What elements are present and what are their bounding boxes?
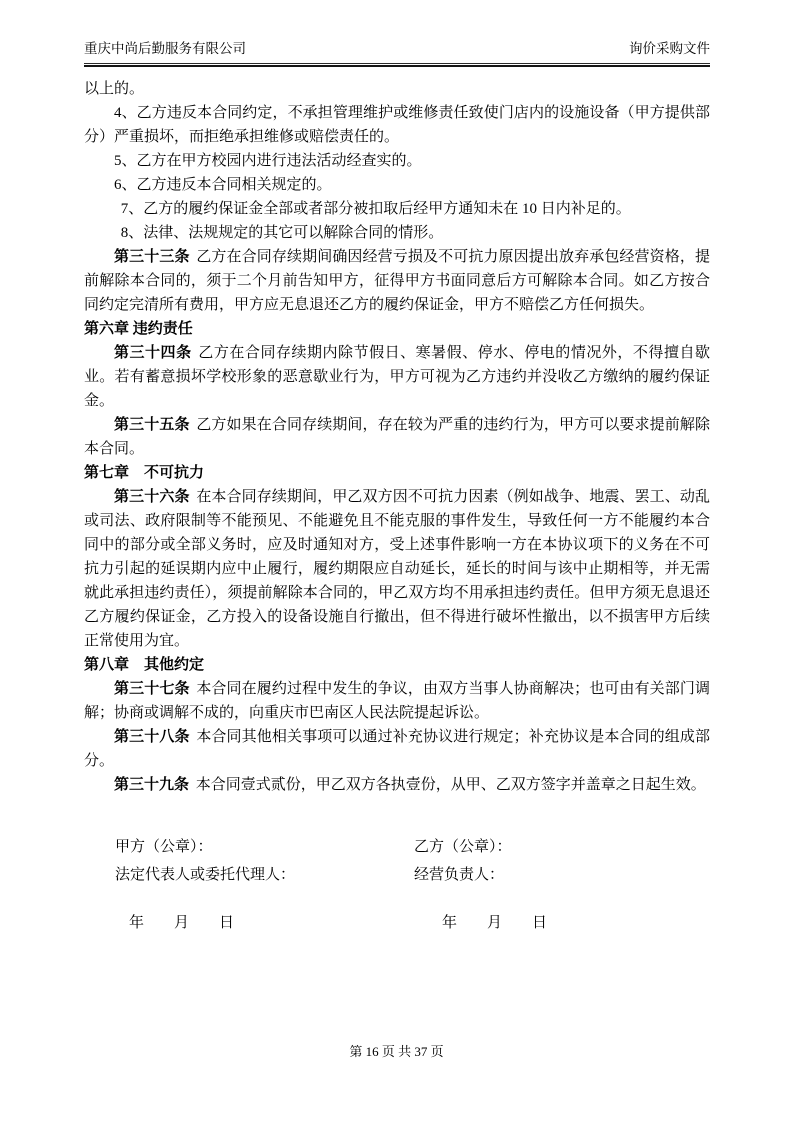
clause-36: [84, 485, 710, 653]
clause-35-text: 乙方如果在合同存续期间，存在较为严重的违约行为，甲方可以要求提前解除本合同。: [84, 417, 710, 457]
clause-34-text: 乙方在合同存续期内除节假日、寒暑假、停水、停电的情况外，不得擅自歇业。若有蓄意损坏学校形象的恶意歇业行为，甲方可视为乙方违约并没收乙方缴纳的履约保证金。: [84, 345, 710, 409]
header-company-name: 重庆中尚后勤服务有限公司: [84, 41, 246, 56]
contract-body: [84, 77, 710, 797]
clause-37-label: 第三十七条: [114, 681, 190, 697]
party-b-date-line: 年 月 日: [442, 915, 548, 931]
clause-35-label: 第三十五条: [114, 417, 190, 433]
page-header: [84, 40, 710, 63]
signature-party-a-column: [84, 833, 414, 937]
clause-39-text: 本合同壹式贰份，甲乙双方各执壹份，从甲、乙双方签字并盖章之日起生效。: [195, 777, 706, 793]
clause-33-text: 乙方在合同存续期间确因经营亏损及不可抗力原因提出放弃承包经营资格，提前解除本合同的，须于二个月前告知甲方，征得甲方书面同意后方可解除本合同。如乙方按合同约定完清所有费用，甲方应无息退还乙方的履约保证金，甲方不赔偿乙方任何损失。: [84, 249, 710, 313]
clause-38-label: 第三十八条: [114, 729, 190, 745]
clause-36-text: 在本合同存续期间，甲乙双方因不可抗力因素（例如战争、地震、罢工、动乱或司法、政府限制等不能预见、不能避免且不能克服的事件发生，导致任何一方不能履约本合同中的部分或全部义务时，应及时通知对方，受上述事件影响一方在本协议项下的义务在不可抗力引起的延误期内应中止履行，履约期限应自动延长，延长的时间与该中止期相等，并无需就此承担违约责任），须提前解除本合同的，甲乙双方均不用承担违约责任。但甲方须无息退还乙方履约保证金，乙方投入的设备设施自行撤出，但不得进行破坏性撤出，以不损害甲方后续正常使用为宜。: [84, 489, 710, 649]
header-divider-rule: [84, 63, 710, 67]
list-item-8: 8、法律、法规规定的其它可以解除合同的情形。: [120, 225, 444, 241]
clause-33: [84, 245, 710, 317]
list-item-4: 4、乙方违反本合同约定，不承担管理维护或维修责任致使门店内的设施设备（甲方提供部分）严重损坏，而拒绝承担维修或赔偿责任的。: [84, 105, 710, 145]
list-item-7: 7、乙方的履约保证金全部或者部分被扣取后经甲方通知未在 10 日内补足的。: [120, 201, 631, 217]
page-number-footer: 第 16 页 共 37 页: [349, 1044, 444, 1059]
clause-37-text: 本合同在履约过程中发生的争议，由双方当事人协商解决；也可由有关部门调解；协商或调解不成的，向重庆市巴南区人民法院提起诉讼。: [84, 681, 710, 721]
clause-37: [84, 677, 710, 725]
party-b-seal-label: 乙方（公章）：: [414, 839, 512, 855]
party-a-representative-label: 法定代表人或委托代理人：: [115, 867, 296, 883]
signature-party-b-column: [414, 833, 710, 937]
party-b-representative-label: 经营负责人：: [414, 867, 505, 883]
clause-35: [84, 413, 710, 461]
continuation-paragraph: 以上的。: [84, 81, 145, 97]
list-item-6: 6、乙方违反本合同相关规定的。: [114, 177, 332, 193]
party-a-date-line: 年 月 日: [129, 915, 235, 931]
signature-block: [84, 833, 710, 937]
party-a-seal-label: 甲方（公章）：: [115, 839, 213, 855]
clause-34: [84, 341, 710, 413]
chapter-8-heading: 第八章 其他约定: [84, 657, 205, 673]
clause-39: [84, 773, 710, 797]
clause-33-label: 第三十三条: [114, 249, 190, 265]
list-item-5: 5、乙方在甲方校园内进行违法活动经查实的。: [114, 153, 422, 169]
clause-39-label: 第三十九条: [114, 777, 190, 793]
clause-38: [84, 725, 710, 773]
clause-38-text: 本合同其他相关事项可以通过补充协议进行规定；补充协议是本合同的组成部分。: [84, 729, 710, 769]
signature-columns: [84, 833, 710, 937]
chapter-7-heading: 第七章 不可抗力: [84, 465, 205, 481]
chapter-6-heading: 第六章 违约责任: [84, 321, 193, 337]
clause-36-label: 第三十六条: [114, 489, 190, 505]
header-doc-type: 询价采购文件: [629, 41, 710, 56]
clause-34-label: 第三十四条: [114, 345, 192, 361]
